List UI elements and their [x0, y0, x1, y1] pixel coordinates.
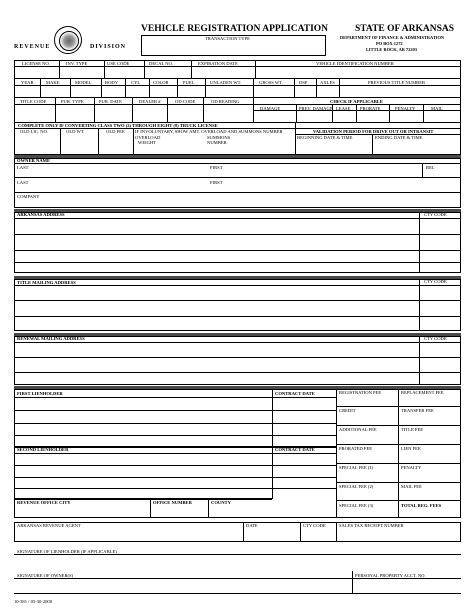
lien-fee-label: LIEN FEE [401, 446, 421, 451]
revenue-office-city-label: REVENUE OFFICE CITY [17, 500, 71, 505]
special-fee-1-label: SPECIAL FEE (1) [339, 465, 374, 470]
prorated-fee-label: PRORATED FEE [339, 446, 373, 451]
lienholder-signature-label[interactable]: SIGNATURE OF LIENHOLDER (IF APPLICABLE) [17, 549, 117, 554]
office-number-label: OFFICE NUMBER [153, 500, 192, 505]
prev-damage-checkbox-label[interactable]: PREV. DAMAGE [299, 106, 333, 111]
special-fee-3-label: SPECIAL FEE (3) [339, 503, 374, 508]
penalty-checkbox-label[interactable]: PENALTY [395, 106, 416, 111]
agent-cty-code-label: CTY CODE [303, 523, 326, 528]
pur-type-label: PUR. TYPE [61, 99, 84, 104]
company-label: COMPANY [17, 194, 40, 199]
owner-signature-label[interactable]: SIGNATURE OF OWNER(S) [17, 573, 74, 578]
sales-tax-receipt-label: SALES TAX RECEIPT NUMBER [339, 523, 404, 528]
ark-cty-code-label: CTY CODE [424, 212, 447, 217]
rel-label: REL [426, 165, 435, 170]
owner-name-header: OWNER NAME [17, 158, 51, 163]
validation-header: VALIDATION PERIOD FOR DRIVE OUT OR INTRANSIT [313, 129, 434, 134]
replacement-fee-label: REPLACEMENT FEE [401, 390, 444, 395]
personal-property-acct-label: PERSONAL PROPERTY ACCT. NO. [355, 573, 426, 578]
damage-checkbox-label[interactable]: DAMAGE [260, 106, 281, 111]
dept-name: DEPARTMENT OF FINANCE & ADMINISTRATION [340, 35, 445, 40]
vin-label: VEHICLE IDENTIFICATION NUMBER [316, 61, 394, 66]
arkansas-address-section [14, 212, 461, 273]
mail-fee-label: MAIL FEE [401, 484, 422, 489]
decal-no-label: DECAL NO. [149, 61, 174, 66]
title-mailing-section [14, 279, 461, 331]
old-fee-label: OLD FEE [106, 129, 125, 134]
penalty-fee-label: PENALTY [401, 465, 422, 470]
additional-fee-label: ADDITIONAL FEE [339, 427, 377, 432]
prorate-checkbox-label[interactable]: PRORATE [360, 106, 381, 111]
owner1-first-label: FIRST [210, 165, 223, 170]
gross-label: GROSS WT. [259, 80, 283, 85]
county-label: COUNTY [211, 500, 231, 505]
total-reg-fees-label: TOTAL REG. FEES [401, 503, 442, 508]
form-title: VEHICLE REGISTRATION APPLICATION [141, 24, 329, 34]
conversion-header: COMPLETE ONLY IF CONVERTING CLASS TWO (2) THROUGH EIGHT (8) TRUCK LICENSE [18, 123, 218, 128]
first-lienholder-header: FIRST LIENHOLDER [17, 391, 63, 396]
city-address: LITTLE ROCK, AR 72203 [366, 47, 417, 52]
title-fee-label: TITLE FEE [401, 427, 424, 432]
transfer-fee-label: TRANSFER FEE [401, 408, 434, 413]
owner1-last-label: LAST [17, 165, 29, 170]
begin-date-label: BEGINNING DATE & TIME [297, 135, 353, 140]
owner2-last-label: LAST [17, 180, 29, 185]
form-number: 10-381 / 05-30-2000 [14, 599, 53, 604]
cyl-label: CYL [131, 80, 141, 85]
second-lienholder-header: SECOND LIENHOLDER [17, 447, 69, 452]
fuel-label: FUEL [183, 80, 195, 85]
agency-right: DIVISION [90, 44, 127, 50]
lease-checkbox-label[interactable]: LEASE [336, 106, 351, 111]
summons-label: SUMMONS [207, 135, 231, 140]
registration-fee-label: REGISTRATION FEE [339, 390, 382, 395]
special-fee-2-label: SPECIAL FEE (2) [339, 484, 374, 489]
involuntary-label: IF INVOLUNTARY, SHOW AMT. OVERLOAD AND SUMMONS NUMBER [135, 129, 283, 134]
title-mailing-header: TITLE MAILING ADDRESS [17, 280, 76, 285]
model-label: MODEL [75, 80, 92, 85]
od-reading-label: OD READING [211, 99, 240, 104]
renewal-mailing-header: RENEWAL MAILING ADDRESS [17, 336, 85, 341]
transaction-type-label: TRANSACTION TYPE [205, 36, 250, 41]
revenue-agent-label: ARKANSAS REVENUE AGENT [17, 523, 81, 528]
inv-type-label: INV. TYPE [66, 61, 88, 66]
license-no-label: LICENSE NO. [22, 61, 50, 66]
overload-label: OVERLOAD [135, 135, 161, 140]
mail-checkbox-label[interactable]: MAIL [431, 106, 443, 111]
use-code-label: USE CODE [107, 61, 130, 66]
title-cty-code-label: CTY CODE [424, 279, 447, 284]
number-label: NUMBER [207, 140, 227, 145]
axles-label: AXLES [320, 80, 335, 85]
date-label: DATE [246, 523, 258, 528]
vehicle-info-grid [14, 60, 461, 155]
agency-left: REVENUE [14, 44, 51, 50]
prev-title-label: PREVIOUS TITLE NUMBER [368, 80, 426, 85]
dealer-label: DEALER # [139, 99, 161, 104]
credit-label: CREDIT [339, 408, 356, 413]
old-wt-label: OLD WT. [66, 129, 85, 134]
first-contract-date-label: CONTRACT DATE [275, 391, 315, 396]
title-code-label: TITLE CODE [20, 99, 47, 104]
color-label: COLOR [153, 80, 169, 85]
renewal-mailing-section [14, 336, 461, 385]
end-date-label: ENDING DATE & TIME [375, 135, 423, 140]
owner2-first-label: FIRST [210, 180, 223, 185]
body-label: BODY [105, 80, 119, 85]
state-name: STATE OF ARKANSAS [355, 24, 455, 34]
renewal-cty-code-label: CTY CODE [424, 336, 447, 341]
second-contract-date-label: CONTRACT DATE [275, 447, 315, 452]
owner-section [14, 158, 461, 208]
dsp-label: DSP [299, 80, 308, 85]
pur-date-label: PUR. DATE [99, 99, 122, 104]
weight-label: WEIGHT [138, 140, 157, 145]
od-code-label: OD CODE [175, 99, 196, 104]
old-lic-label: OLD LIC. NO. [20, 129, 49, 134]
state-seal-logo [54, 26, 82, 54]
check-if-applicable-label: CHECK IF APPLICABLE [330, 99, 383, 104]
po-box: PO BOX 1272 [376, 41, 403, 46]
unladen-label: UNLADEN WT. [210, 80, 242, 85]
make-label: MAKE [46, 80, 60, 85]
year-label: YEAR [21, 80, 34, 85]
expiration-label: EXPIRATION DATE [198, 61, 238, 66]
arkansas-address-header: ARKANSAS ADDRESS [17, 212, 65, 217]
